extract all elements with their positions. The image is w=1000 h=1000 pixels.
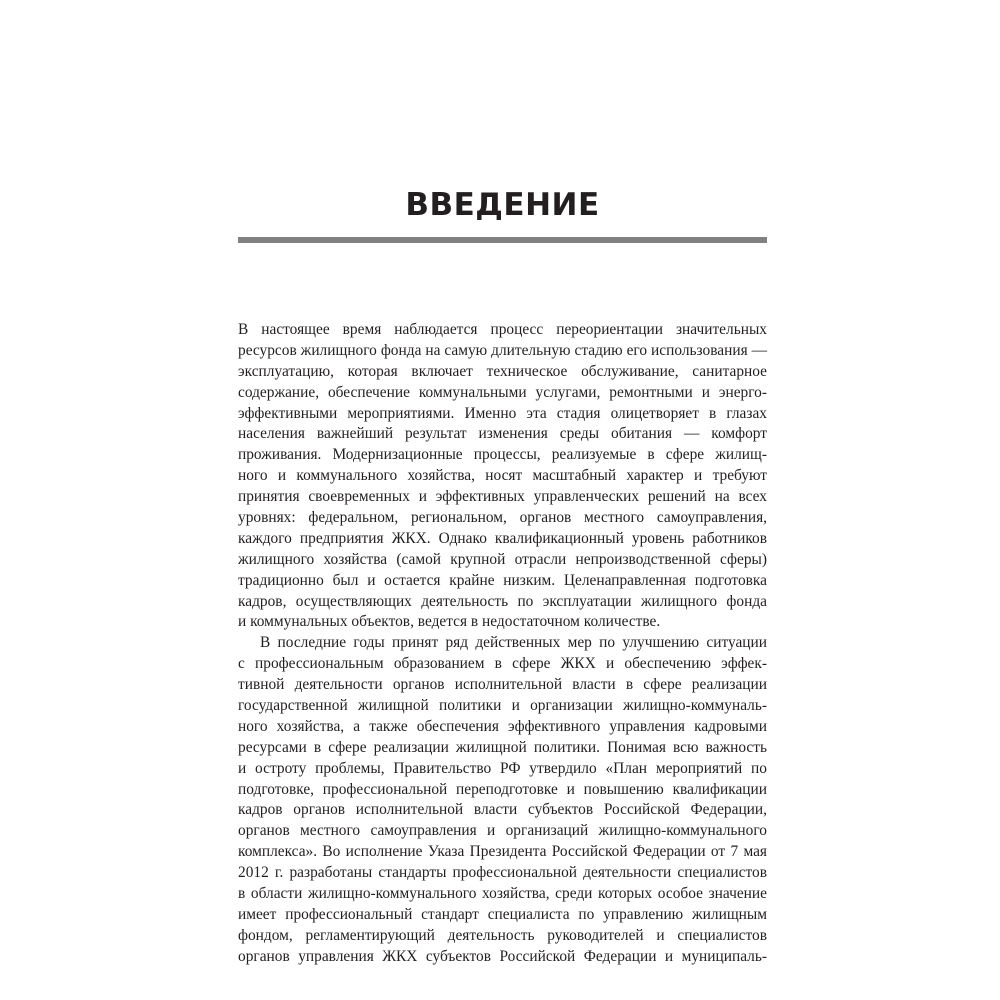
text-line: тивной деятельности органов исполнительной власти в сфере реализации <box>238 676 767 694</box>
text-line: и остроту проблемы, Правительство РФ утвердило «План мероприятий по <box>238 759 767 777</box>
text-line: жилищного хозяйства (самой крупной отрасли непроизводственной сферы) <box>238 550 767 568</box>
text-line: подготовке, профессиональной переподготовке и повышению квалификации <box>238 780 767 798</box>
text-line: государственной жилищной политики и организации жилищно-коммуналь- <box>238 697 767 715</box>
title-underline-rule <box>238 237 767 243</box>
text-line: ного хозяйства, а также обеспечения эффективного управления кадровыми <box>238 717 767 735</box>
text-line: кадров, осуществляющих деятельность по эксплуатации жилищного фонда <box>238 592 767 610</box>
text-line: в области жилищно-коммунального хозяйства, среди которых особое значение <box>238 885 767 903</box>
text-line: с профессиональным образованием в сфере ЖКХ и обеспечению эффек- <box>238 655 767 673</box>
text-line: В настоящее время наблюдается процесс переориентации значительных <box>238 321 767 338</box>
text-line: населения важнейший результат изменения среды обитания — комфорт <box>238 425 767 443</box>
text-line: органов управления ЖКХ субъектов Российской Федерации и муниципаль- <box>238 947 767 965</box>
text-line: традиционно был и остается крайне низким. Целенаправленная подготовка <box>238 571 767 589</box>
text-line: принятия своевременных и эффективных управленческих решений на всех <box>238 488 767 506</box>
text-line: ресурсов жилищного фонда на самую длительную стадию его использования — <box>238 341 767 359</box>
text-line: каждого предприятия ЖКХ. Однако квалификационный уровень работников <box>238 529 767 547</box>
text-line: кадров органов исполнительной власти субъектов Российской Федерации, <box>238 801 767 819</box>
paragraph-2 <box>238 633 767 967</box>
text-line: имеет профессиональный стандарт специалиста по управлению жилищным <box>238 905 767 923</box>
text-line: ного и коммунального хозяйства, носят масштабный характер и требуют <box>238 467 767 485</box>
text-line: 2012 г. разработаны стандарты профессиональной деятельности специалистов <box>238 864 767 882</box>
text-line: эффективными мероприятиями. Именно эта стадия олицетворяет в глазах <box>238 404 767 422</box>
text-line: проживания. Модернизационные процессы, реализуемые в сфере жилищ- <box>238 446 767 464</box>
text-line: В последние годы принят ряд действенных мер по улучшению ситуации <box>260 634 767 652</box>
body-text <box>238 320 767 968</box>
paragraph-1 <box>238 320 767 633</box>
text-line: органов местного самоуправления и организаций жилищно-коммунального <box>238 822 767 840</box>
text-line: ресурсами в сфере реализации жилищной политики. Понимая всю важность <box>238 738 767 756</box>
text-line: комплекса». Во исполнение Указа Президента Российской Федерации от 7 мая <box>238 843 767 861</box>
text-line: и коммунальных объектов, ведется в недостаточном количестве. <box>238 613 661 631</box>
text-line: содержание, обеспечение коммунальными услугами, ремонтными и энерго- <box>238 383 767 401</box>
text-line: эксплуатацию, которая включает техническое обслуживание, санитарное <box>238 362 767 380</box>
text-line: фондом, регламентирующий деятельность руководителей и специалистов <box>238 926 767 944</box>
text-line: уровнях: федеральном, региональном, органов местного самоуправления, <box>238 509 767 527</box>
chapter-title: ВВЕДЕНИЕ <box>405 187 600 223</box>
